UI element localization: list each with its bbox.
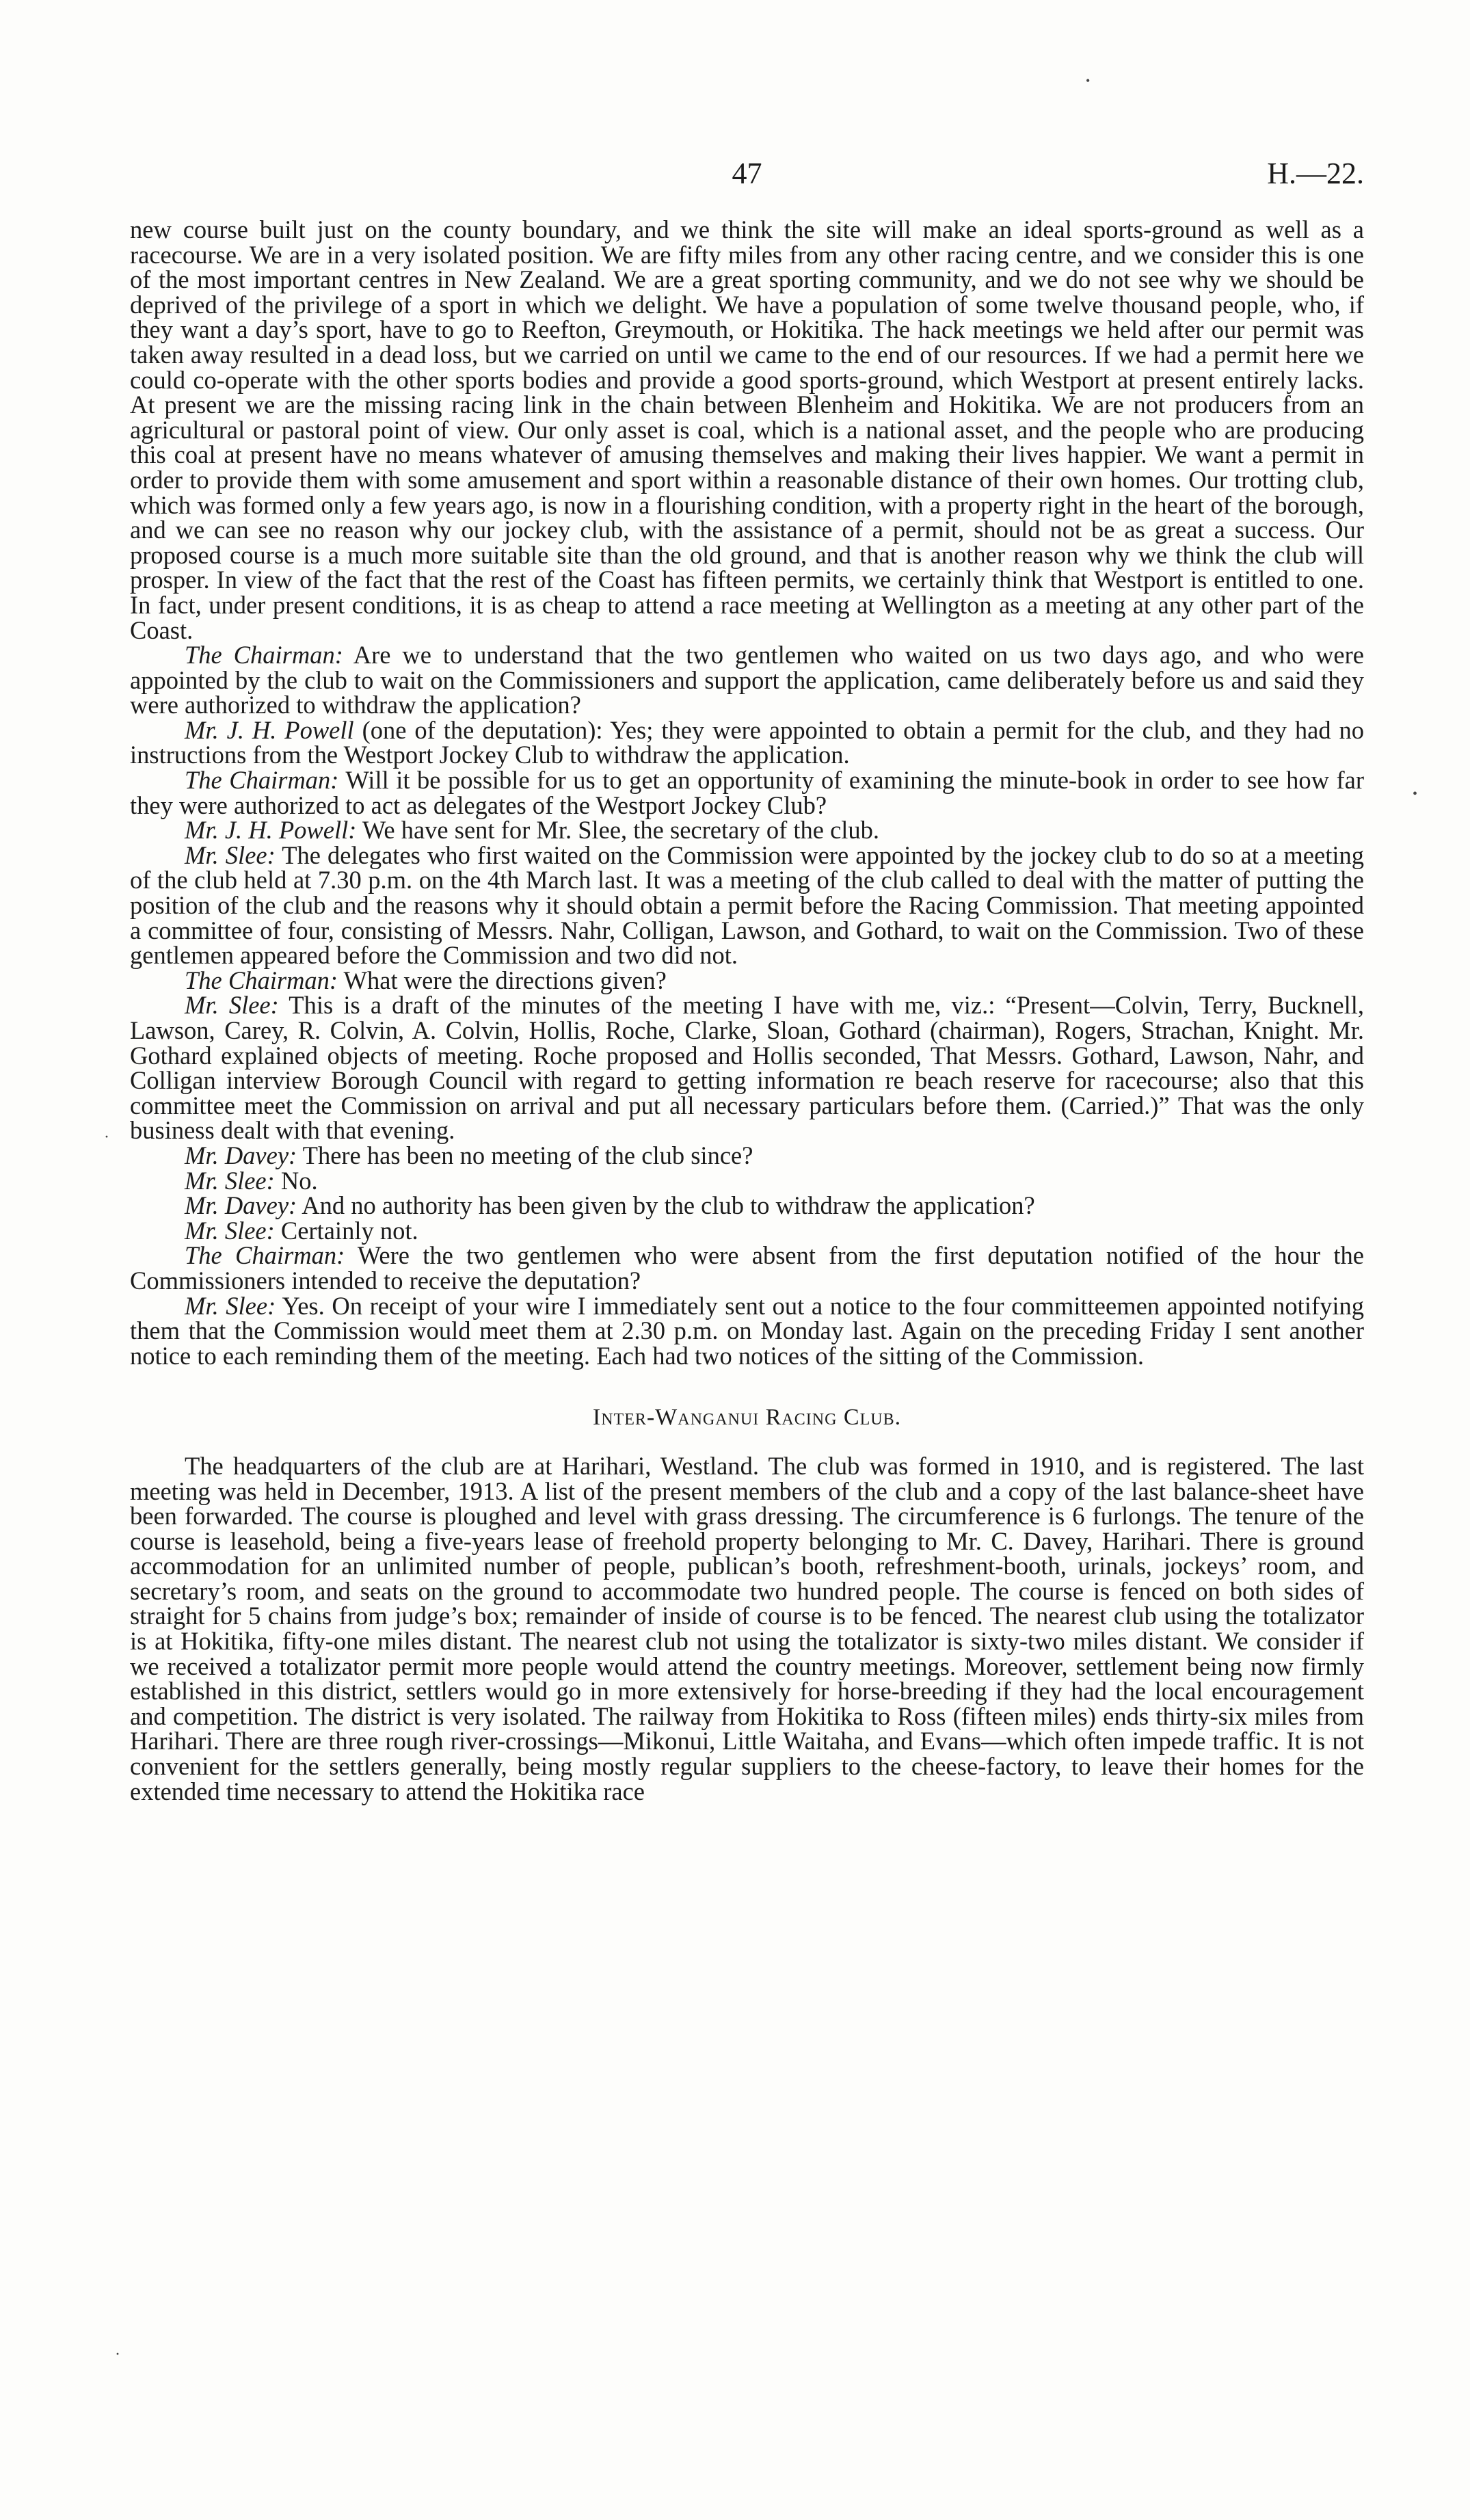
paragraph-text: new course built just on the county boundary, and we think the site will make an ideal sports-ground as well as a racecourse. We are in a very isolated position. We are fifty miles from any other racing centre, and we consider this is one of the most important centres in New Zealand. We are a great sporting community, and we do not see why we should be deprived of the privilege of a sport in which we delight. We have a population of some twelve thousand people, who, if they want a day’s sport, have to go to Reefton, Greymouth, or Hokitika. The hack meetings we held after our permit was taken away resulted in a dead loss, but we carried on until we came to the end of our resources. If we had a permit here we could co-operate with the other sports bodies and provide a good sports-ground, which Westport at present entirely lacks. At present we are the missing racing link in the chain between Blenheim and Hokitika. We are not producers from an agricultural or pastoral point of view. Our only asset is coal, which is a national asset, and the people who are producing this coal at present have no means whatever of amusing themselves and making their lives happier. We want a permit in order to provide them with some amusement and sport within a reasonable distance of their own homes. Our trotting club, which was formed only a few years ago, is now in a flourishing condition, with a property right in the heart of the borough, and we can see no reason why our jockey club, with the assistance of a permit, should not be as great a success. Our proposed course is a much more suitable site than the old ground, and that is another reason why we think the club will prosper. In view of the fact that the rest of the Coast has fifteen permits, we certainly think that Westport is entitled to one. In fact, under present conditions, it is as cheap to attend a race meeting at Wellington as a meeting at any other part of the Coast. [130, 215, 1364, 644]
paragraph [130, 968, 1364, 994]
paragraph [130, 840, 1364, 970]
paragraph [130, 1216, 1364, 1245]
speaker-name: Mr. Davey: [185, 1141, 297, 1169]
speaker-name: Mr. J. H. Powell: [185, 816, 357, 845]
paragraph [130, 1143, 1364, 1169]
paragraph-text: Certainly not. [274, 1216, 418, 1245]
page-number: 47 [732, 157, 762, 190]
speaker-name: The Chairman: [185, 766, 339, 795]
speaker-name: The Chairman: [185, 641, 343, 669]
paragraph [130, 1193, 1364, 1219]
paragraph [130, 1166, 1364, 1195]
paragraph-text: What were the directions given? [338, 966, 667, 994]
speaker-name: The Chairman: [185, 966, 338, 994]
speaker-name: Mr. Slee: [185, 840, 276, 869]
paragraph-text: This is a draft of the minutes of the meeting I have with me, viz.: “Present—Colvin, Terry, Bucknell, Lawson, Carey, R. Colvin, A. Colvin, Hollis, Roche, Clarke, Sloan, Gothard (chairman), Rogers, Strachan, Knight. Mr. Gothard explained objects of meeting. Roche proposed and Hollis seconded, That Messrs. Gothard, Lawson, Nahr, and Colligan interview Borough Council with regard to getting information re beach reserve for racecourse; also that this committee meet the Commission on arrival and put all necessary particulars before them. (Carried.)” That was the only business dealt with that evening. [130, 991, 1365, 1145]
margin-dot: · [104, 1128, 109, 1146]
paragraph-text: There has been no meeting of the club since? [297, 1141, 753, 1169]
paragraph-text: And no authority has been given by the club to withdraw the application? [297, 1191, 1035, 1220]
paragraph-text: The headquarters of the club are at Harihari, Westland. The club was formed in 1910, and is registered. The last meeting was held in December, 1913. A list of the present members of the club and a copy of the last balance-sheet have been forwarded. The course is ploughed and level with grass dressing. The circumference is 6 furlongs. The tenure of the course is leasehold, being a five-years lease of freehold property belonging to Mr. C. Davey, Harihari. There is ground accommodation for an unlimited number of people, publican’s booth, refreshment-booth, urinals, jockeys’ room, and secretary’s room, and seats on the ground to accommodate two hundred people. The course is fenced on both sides of straight for 5 chains from judge’s box; remainder of inside of course is to be fenced. The nearest club using the totalizator is at Hokitika, fifty-one miles distant. The nearest club not using the totalizator is sixty-two miles distant. We consider if we received a totalizator permit more people would attend the country meetings. Moreover, settlement being now firmly established in this district, settlers would go in more extensively for horse-breeding if they had the local encouragement and competition. The district is very isolated. The railway from Hokitika to Ross (fifteen miles) ends thirty-six miles from Harihari. There are three rough river-crossings—Mikonui, Little Waitaha, and Evans—which often impede traffic. It is not convenient for the settlers generally, being mostly regular suppliers to the cheese-factory, to leave their homes for the extended time necessary to attend the Hokitika race [130, 1451, 1364, 1805]
speaker-name: Mr. Slee: [185, 1291, 276, 1320]
margin-dot: • [1413, 786, 1418, 801]
speck-mark: • [1086, 74, 1091, 88]
paragraph [130, 643, 1364, 718]
paragraph [130, 1243, 1364, 1293]
speaker-name: The Chairman: [185, 1241, 345, 1270]
paragraph-text: Were the two gentlemen who were absent from the first deputation notified of the hour the Commissioners intended to receive the deputation? [130, 1241, 1364, 1295]
paragraph [130, 1291, 1365, 1370]
paragraph-text: Yes. On receipt of your wire I immediately sent out a notice to the four committeemen appointed notifying them that the Commission would meet them at 2.30 p.m. on Monday last. Again on the preceding Friday I sent another notice to each reminding them of the meeting. Each had two notices of the sitting of the Commission. [130, 1291, 1365, 1370]
paragraph-text: Will it be possible for us to get an opportunity of examining the minute-book in order to see how far they were authorized to act as delegates of the Westport Jockey Club? [130, 766, 1364, 819]
paragraph-text: Are we to understand that the two gentlemen who waited on us two days ago, and who were appointed by the club to wait on the Commissioners and support the application, came deliberately before us and said they were authorized to withdraw the application? [130, 641, 1364, 719]
paragraph-text: We have sent for Mr. Slee, the secretary of the club. [356, 816, 880, 845]
speaker-name: Mr. Davey: [185, 1191, 297, 1220]
speaker-name: Mr. Slee: [185, 1216, 275, 1245]
paragraph [130, 768, 1364, 818]
paragraph [130, 1451, 1364, 1805]
paragraph [130, 993, 1364, 1143]
margin-dot: · [115, 2346, 120, 2363]
body-text [130, 217, 1364, 1804]
paragraph [130, 715, 1364, 769]
paragraph-text: No. [274, 1166, 318, 1195]
paragraph-text: The delegates who first waited on the Commission were appointed by the jockey club to do so at a meeting of the club held at 7.30 p.m. on the 4th March last. It was a meeting of the club called to deal with the matter of putting the position of the club and the reasons why it should obtain a permit before the Racing Commission. That meeting appointed a committee of four, consisting of Messrs. Nahr, Colligan, Lawson, and Gothard, to wait on the Commission. Two of these gentlemen appeared before the Commission and two did not. [130, 840, 1364, 970]
speaker-name: Mr. Slee: [185, 991, 279, 1020]
paragraph [130, 818, 1364, 843]
page-header [130, 156, 1364, 204]
section-heading: Inter-Wanganui Racing Club. [592, 1405, 902, 1431]
speaker-name: Mr. Slee: [185, 1166, 275, 1195]
document-reference: H.—22. [1267, 157, 1364, 190]
paragraph [130, 217, 1364, 643]
speaker-name: Mr. J. H. Powell [185, 715, 354, 744]
paragraph-text: (one of the deputation): Yes; they were appointed to obtain a permit for the club, and they had no instructions from the Westport Jockey Club to withdraw the application. [130, 715, 1364, 769]
